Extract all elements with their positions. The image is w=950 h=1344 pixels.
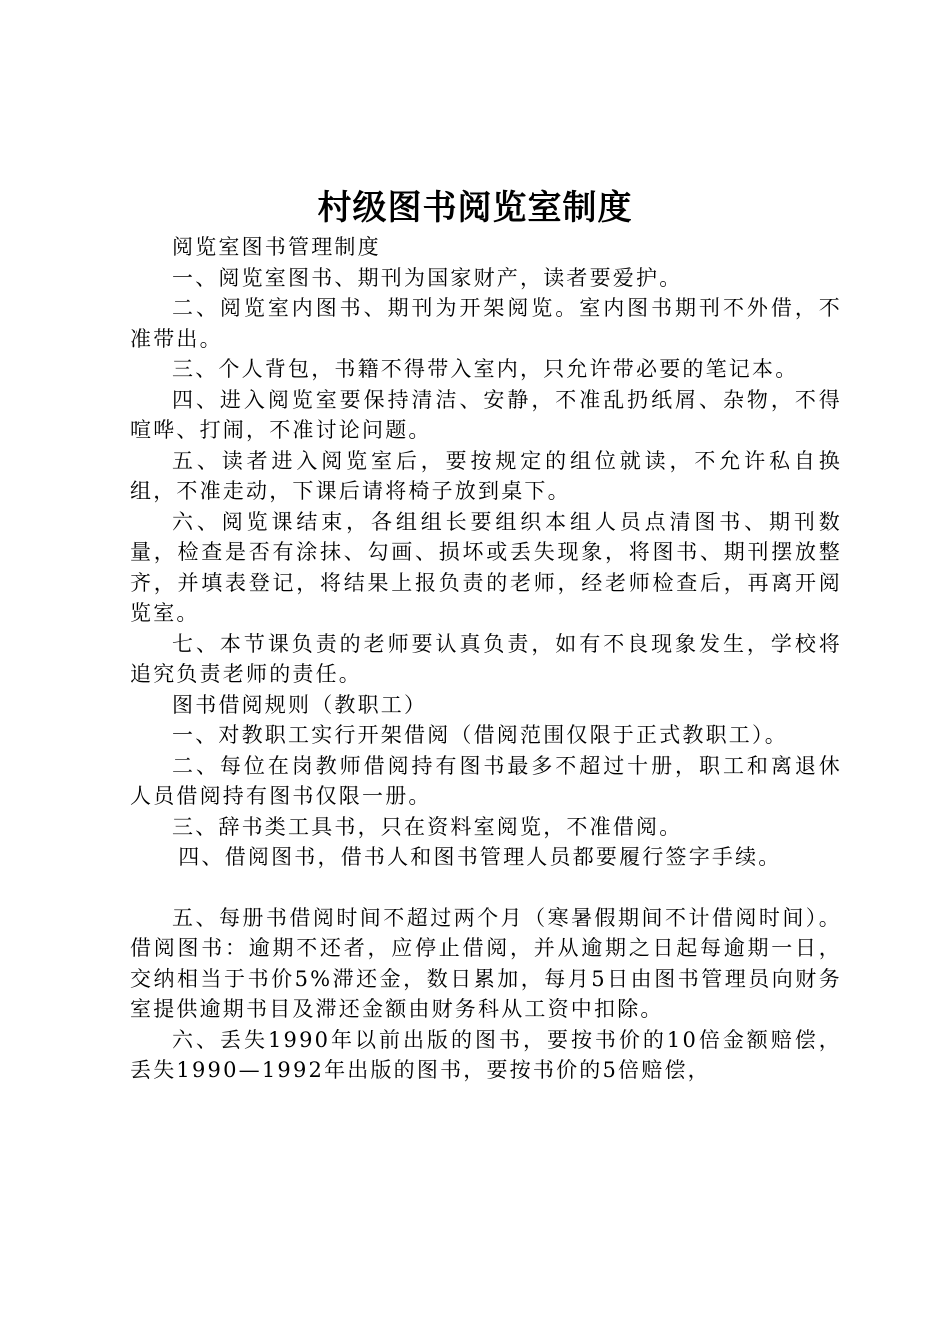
rule-paragraph: 一、对教职工实行开架借阅（借阅范围仅限于正式教职工）。 xyxy=(172,723,788,747)
rule-paragraph: 二、每位在岗教师借阅持有图书最多不超过十册，职工和离退休人员借阅持有图书仅限一册。 xyxy=(130,753,842,808)
rule-paragraph: 七、本节课负责的老师要认真负责，如有不良现象发生，学校将追究负责老师的责任。 xyxy=(130,631,842,686)
section-heading-borrowing: 图书借阅规则（教职工） xyxy=(172,692,428,717)
rule-paragraph: 二、阅览室内图书、期刊为开架阅览。室内图书期刊不外借，不准带出。 xyxy=(130,296,842,351)
rule-paragraph: 五、读者进入阅览室后，要按规定的组位就读，不允许私自换组，不准走动，下课后请将椅子放到桌下。 xyxy=(130,448,842,503)
rule-paragraph: 六、丢失1990年以前出版的图书，要按书价的10倍金额赔偿，丢失1990—1992年出版的图书，要按书价的5倍赔偿， xyxy=(130,1027,842,1082)
document-body xyxy=(130,232,842,1086)
rule-paragraph: 四、进入阅览室要保持清洁、安静，不准乱扔纸屑、杂物，不得喧哗、打闹，不准讨论问题。 xyxy=(130,387,842,442)
rule-paragraph: 六、阅览课结束，各组组长要组织本组人员点清图书、期刊数量，检查是否有涂抹、勾画、损坏或丢失现象，将图书、期刊摆放整齐，并填表登记，将结果上报负责的老师，经老师检查后，再离开阅览室。 xyxy=(130,509,842,625)
rule-paragraph: 三、个人背包，书籍不得带入室内，只允许带必要的笔记本。 xyxy=(172,357,799,381)
document-title: 村级图书阅览室制度 xyxy=(317,188,633,228)
rule-paragraph: 三、辞书类工具书，只在资料室阅览，不准借阅。 xyxy=(172,814,683,839)
section-heading-reading-room: 阅览室图书管理制度 xyxy=(172,235,381,259)
rule-paragraph: 一、阅览室图书、期刊为国家财产，读者要爱护。 xyxy=(172,265,683,290)
rule-paragraph: 五、每册书借阅时间不超过两个月（寒暑假期间不计借阅时间）。借阅图书：逾期不还者，应停止借阅，并从逾期之日起每逾期一日，交纳相当于书价5%滞还金，数日累加，每月5日由图书管理员向财务室提供逾期书目及滞还金额由财务科从工资中扣除。 xyxy=(130,905,842,1021)
rule-paragraph: 四、借阅图书，借书人和图书管理人员都要履行签字手续。 xyxy=(178,845,782,869)
paragraph-spacer xyxy=(130,873,842,903)
